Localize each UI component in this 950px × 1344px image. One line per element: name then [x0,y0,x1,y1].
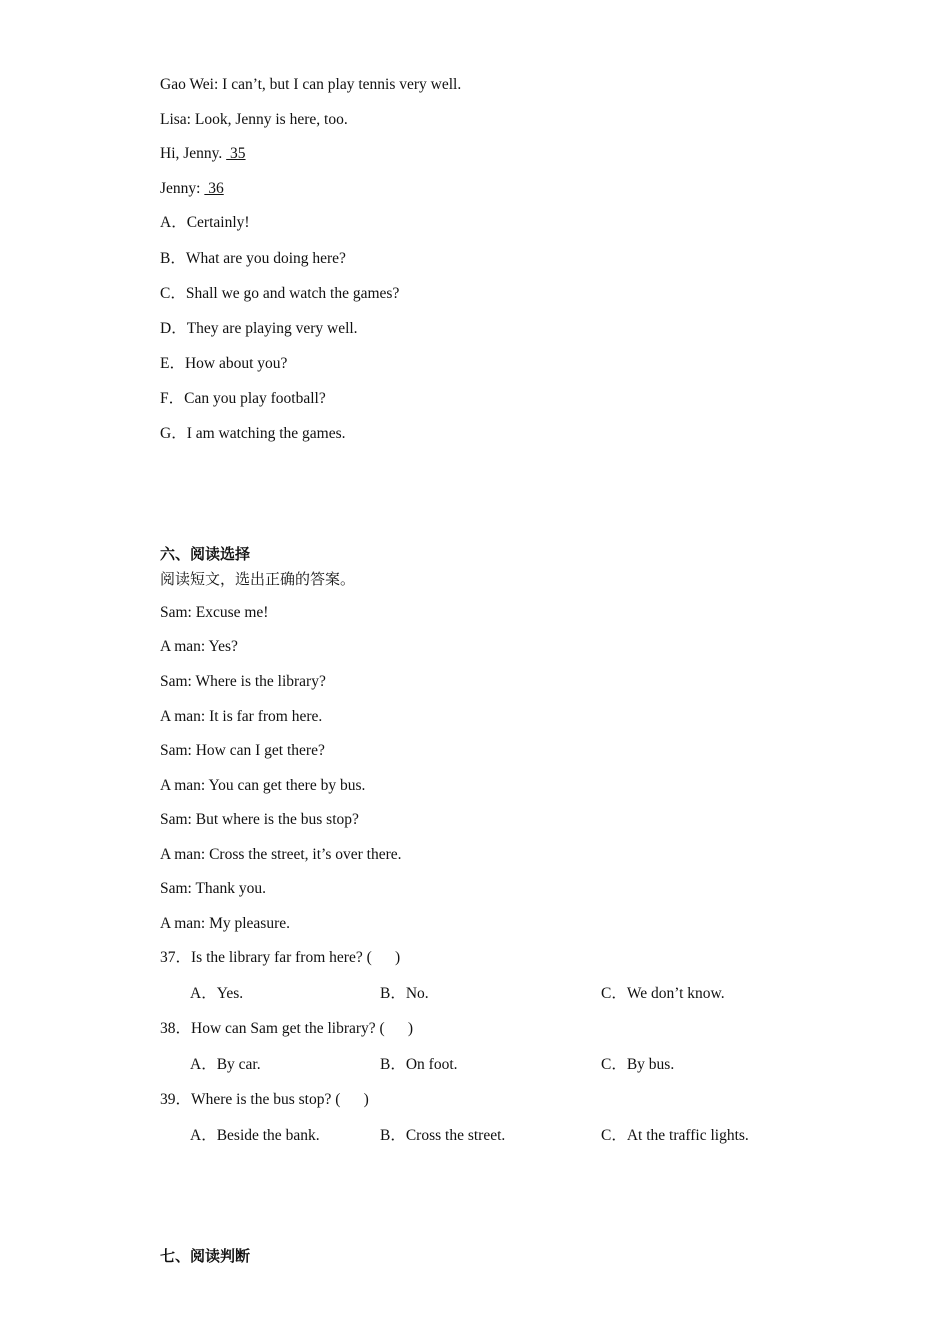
option-g: G．I am watching the games. [160,425,346,442]
passage-line: A man: You can get there by bus. [160,777,366,794]
passage-line: Sam: Excuse me! [160,604,269,621]
passage-line: Sam: But where is the bus stop? [160,811,359,828]
option-f: F．Can you play football? [160,390,326,407]
option-a: A．Certainly! [160,214,250,231]
q37-option-a: A．Yes. [190,985,244,1002]
dialogue-line-35 [160,144,246,164]
q38-option-c: C．By bus. [601,1056,675,1073]
option-c: C．Shall we go and watch the games? [160,285,400,302]
q39-option-b: B．Cross the street. [380,1127,506,1144]
dialogue-line: Gao Wei: I can’t, but I can play tennis very well. [160,76,462,93]
section-6-heading: 六、阅读选择 [160,545,251,563]
option-b: B．What are you doing here? [160,250,346,267]
question-37: 37．Is the library far from here? ( ) [160,949,401,966]
dialogue-prefix: Jenny: [160,180,205,197]
passage-line: A man: Cross the street, it’s over there. [160,846,402,863]
q39-option-c: C．At the traffic lights. [601,1127,749,1144]
passage-line: A man: My pleasure. [160,915,291,932]
dialogue-line-36 [160,179,224,199]
q38-option-b: B．On foot. [380,1056,458,1073]
question-39: 39．Where is the bus stop? ( ) [160,1091,369,1108]
q37-option-c: C．We don’t know. [601,985,725,1002]
dialogue-prefix: Hi, Jenny. [160,145,227,162]
option-e: E．How about you? [160,355,288,372]
section-7-heading: 七、阅读判断 [160,1247,251,1265]
passage-line: A man: It is far from here. [160,708,323,725]
passage-line: Sam: Where is the library? [160,673,326,690]
blank-35: 35 [226,145,246,162]
question-38: 38．How can Sam get the library? ( ) [160,1020,414,1037]
blank-36: 36 [204,180,224,197]
passage-line: A man: Yes? [160,638,238,655]
passage-line: Sam: How can I get there? [160,742,325,759]
q37-option-b: B．No. [380,985,429,1002]
q38-option-a: A．By car. [190,1056,261,1073]
section-6-instruction: 阅读短文，选出正确的答案。 [160,570,356,588]
option-d: D．They are playing very well. [160,320,358,337]
dialogue-line: Lisa: Look, Jenny is here, too. [160,111,348,128]
q39-option-a: A．Beside the bank. [190,1127,320,1144]
passage-line: Sam: Thank you. [160,880,267,897]
